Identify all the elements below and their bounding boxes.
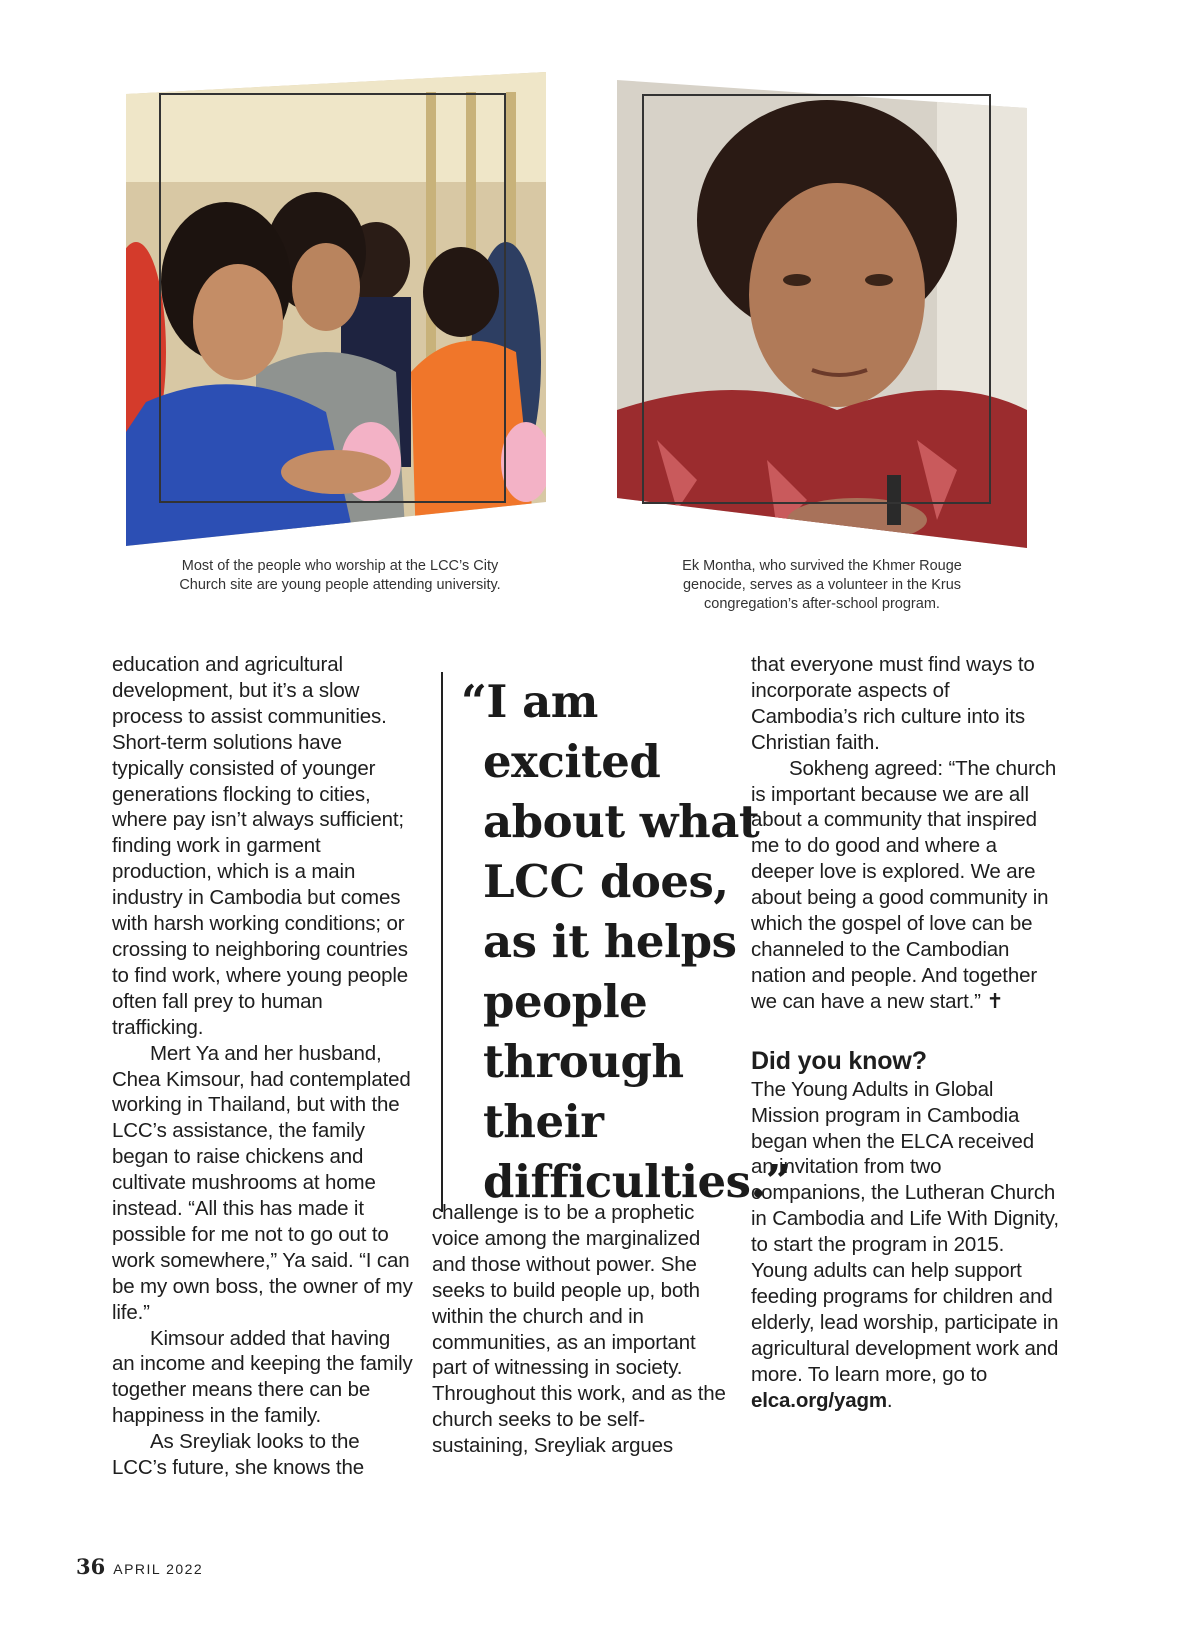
article-column-1: [112, 652, 416, 1481]
article-column-2: [432, 1200, 732, 1459]
sidebar-heading: Did you know?: [751, 1046, 927, 1075]
issue-date: APRIL 2022: [113, 1561, 204, 1577]
end-mark-cross: ✝: [986, 989, 1004, 1013]
article-column-3: [751, 652, 1061, 1413]
sidebar-link[interactable]: elca.org/yagm: [751, 1388, 887, 1412]
paragraph: As Sreyliak looks to the LCC’s future, she knows the: [112, 1430, 364, 1480]
sidebar-text: The Young Adults in Global Mission program in Cambodia began when the ELCA received an invitation from two companions, the Lutheran Church in Cambodia and Life With Dignity, to start the program in 2015. Young adults can help support feeding programs for children and elderly, lead worship, participate in agricultural development work and more. To learn more, go to elca.org/yagm.: [751, 1077, 1059, 1412]
pull-quote-line: difficulties.”: [483, 1155, 791, 1208]
page-footer: [76, 1554, 203, 1579]
pull-quote: [441, 672, 791, 1212]
paragraph: that everyone must find ways to incorporate aspects of Cambodia’s rich culture into its Christian faith.: [751, 653, 1035, 754]
paragraph: Mert Ya and her husband, Chea Kimsour, had contemplated working in Thailand, but with the LCC’s assistance, the family began to raise chickens and cultivate mushrooms at home instead. “All this has made it possible for me not to go out to work somewhere,” Ya said. “I can be my own boss, the owner of my life.”: [112, 1041, 413, 1324]
pull-quote-line: about what: [483, 795, 760, 848]
pull-quote-line: “I am: [461, 675, 598, 728]
photo-ek-montha: [617, 80, 1027, 548]
pull-quote-line: people: [483, 975, 648, 1028]
paragraph: education and agricultural development, but it’s a slow process to assist communities. Short-term solutions have typically consisted of younger generations flocking to cities, where pay isn’t always sufficient; finding work in garment production, which is a main industry in Cambodia but comes with harsh working conditions; or crossing to neighboring countries to find work, where young people often fall prey to human trafficking.: [112, 653, 409, 1039]
caption-left: Most of the people who worship at the LCC’s City Church site are young people attending university.: [179, 558, 501, 593]
paragraph: Sokheng agreed: “The church is important because we are all about a community that inspired me to do good and where a deeper love is explored. We are about being a good community in which the gospel of love can be channeled to the Cambodian nation and people. And together we can have a new start.” ✝: [751, 756, 1057, 1013]
paragraph: Kimsour added that having an income and keeping the family together means there can be happiness in the family.: [112, 1326, 413, 1428]
page-number: 36: [76, 1554, 106, 1579]
pull-quote-line: through: [483, 1035, 684, 1088]
pull-quote-line: LCC does,: [483, 855, 729, 908]
photo-worshippers: [126, 72, 546, 546]
pull-quote-line: as it helps: [483, 915, 737, 968]
caption-right: Ek Montha, who survived the Khmer Rouge genocide, serves as a volunteer in the Krus congregation’s after-school program.: [682, 558, 962, 612]
pull-quote-line: their: [483, 1095, 604, 1148]
pull-quote-line: excited: [483, 735, 661, 788]
paragraph: challenge is to be a prophetic voice among the marginalized and those without power. She seeks to build people up, both within the church and in communities, as an important part of witnessing in society. Throughout this work, and as the church seeks to be self-sustaining, Sreyliak argues: [432, 1201, 726, 1458]
